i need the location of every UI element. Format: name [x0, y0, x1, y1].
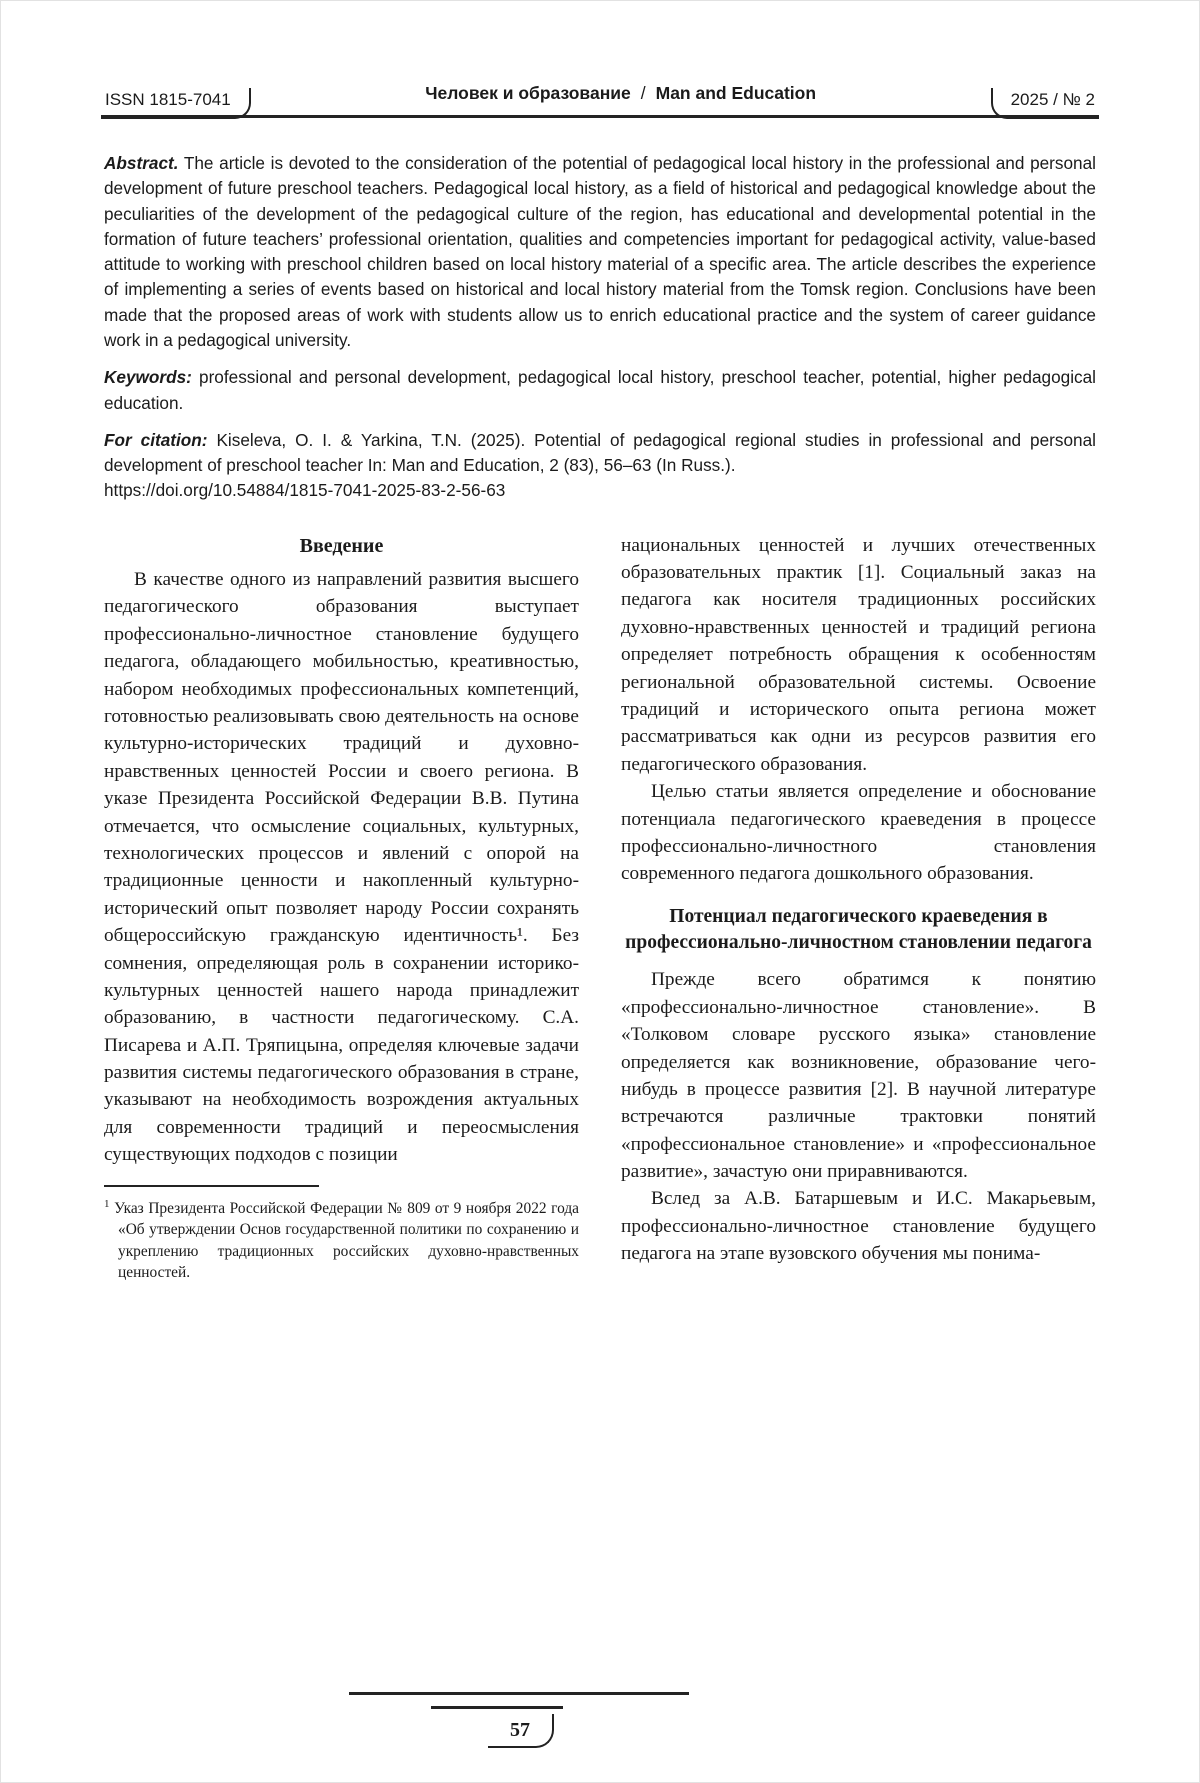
citation-text: Kiseleva, O. I. & Yarkina, T.N. (2025). Potential of pedagogical regional studies in professional and personal development of preschool teacher In: Man and Education, 2 (83), 56–63 (In Russ.).: [104, 429, 1096, 476]
abstract-paragraph: [104, 151, 1096, 353]
section-heading-introduction: Введение: [299, 534, 384, 557]
front-matter: [104, 151, 1096, 504]
journal-title-en: Man and Education: [655, 83, 817, 103]
left-column: [104, 532, 579, 1284]
page-footer: [1, 1692, 1199, 1764]
issue-label: 2025 / № 2: [991, 88, 1099, 119]
footnote-marker: 1: [104, 1197, 110, 1210]
keywords-paragraph: [104, 365, 1096, 416]
citation-label: For citation:: [104, 429, 208, 450]
intro-paragraph: В качестве одного из направлений развития высшего педагогического образования выступает профессионально-личностное становление будущего педагога, обладающего мобильностью, креативностью, набором необходимых профессиональных компетенций, готовностью реализовывать свою деятельность на основе культурно-исторических традиций и духовно-нравственных ценностей России и своего региона. В указе Президента Российской Федерации В.В. Путина отмечается, что осмысление социальных, культурных, технологических процессов и явлений с опорой на традиционные ценности и накопленный культурно-исторический опыт позволяет народу России сохранять общероссийскую гражданскую идентичность¹. Без сомнения, определяющая роль в сохранении историко-культурных ценностей нашего народа принадлежит образованию, в частности педагогическому. С.А. Писарева и А.П. Тряпицына, определяя ключевые задачи развития системы педагогического образования в стране, указывают на необходимость возрождения актуальных для современности традиций и переосмысления существующих подходов с позиции: [104, 569, 579, 1166]
footnote-divider: [104, 1185, 319, 1187]
abstract-text: The article is devoted to the consideration of the potential of pedagogical local history in the professional and personal development of future preschool teachers. Pedagogical local history, as a field of historical and pedagogical knowledge about the peculiarities of the development of the pedagogical culture of the region, has educational and developmental potential in the formation of future teachers’ professional orientation, qualities and competencies important for pedagogical activity, value-based attitude to working with preschool children based on local history material of a specific area. The article describes the experience of implementing a series of events based on historical and local history material from the Tomsk region. Conclusions have been made that the proposed areas of work with students allow us to enrich educational practice and the system of career guidance work in a pedagogical university.: [104, 153, 1096, 350]
keywords-label: Keywords:: [104, 367, 192, 388]
issn-label: ISSN 1815-7041: [101, 88, 251, 119]
section-heading-potential: Потенциал педагогического краеведения в профессионально-личностном становлении педагога: [625, 905, 1092, 954]
closing-paragraph: Вслед за А.В. Батаршевым и И.С. Макарьевым, профессионально-личностное становление будущего педагога на этапе вузовского обучения мы понима-: [621, 1188, 1096, 1265]
continued-paragraph: национальных ценностей и лучших отечественных образовательных практик [1]. Социальный заказ на педагога как носителя традиционных российских духовно-нравственных ценностей и традиций региона определяет потребность обращения к особенностям региональной образовательной системы. Освоение традиций и исторического опыта региона может рассматриваться как одни из ресурсов развития его педагогического образования.: [621, 534, 1096, 775]
journal-title-ru: Человек и образование: [425, 83, 631, 103]
footer-rule-long: [349, 1692, 689, 1695]
doi-link[interactable]: https://doi.org/10.54884/1815-7041-2025-83-2-56-63: [104, 480, 506, 501]
article-body: [104, 532, 1096, 1284]
page-header: [101, 83, 1099, 118]
page-number: 57: [488, 1714, 554, 1748]
footer-rule-short: [431, 1706, 563, 1709]
page-content: [1, 1, 1199, 1284]
journal-title: [425, 83, 816, 106]
right-column: [621, 532, 1096, 1284]
journal-title-separator: /: [640, 83, 646, 103]
footnote: [104, 1197, 579, 1284]
concept-paragraph: Прежде всего обратимся к понятию «профессионально-личностное становление». В «Толковом словаре русского языка» становление определяется как возникновение, образование чего-нибудь в процессе развития [2]. В научной литературе встречаются различные трактовки понятий «профессиональное становление» и «профессиональное развитие», зачастую они приравниваются.: [621, 969, 1096, 1183]
goal-paragraph: Целью статьи является определение и обоснование потенциала педагогического краеведения в процессе профессионально-личностного становления современного педагога дошкольного образования.: [621, 781, 1096, 885]
keywords-text: professional and personal development, pedagogical local history, preschool teacher, potential, higher pedagogical education.: [104, 367, 1097, 413]
footnote-text: Указ Президента Российской Федерации № 809 от 9 ноября 2022 года «Об утверждении Основ государственной политики по сохранению и укреплению традиционных российских духовно-нравственных ценностей.: [114, 1199, 579, 1282]
abstract-label: Abstract.: [104, 153, 179, 173]
citation-paragraph: [104, 428, 1096, 504]
